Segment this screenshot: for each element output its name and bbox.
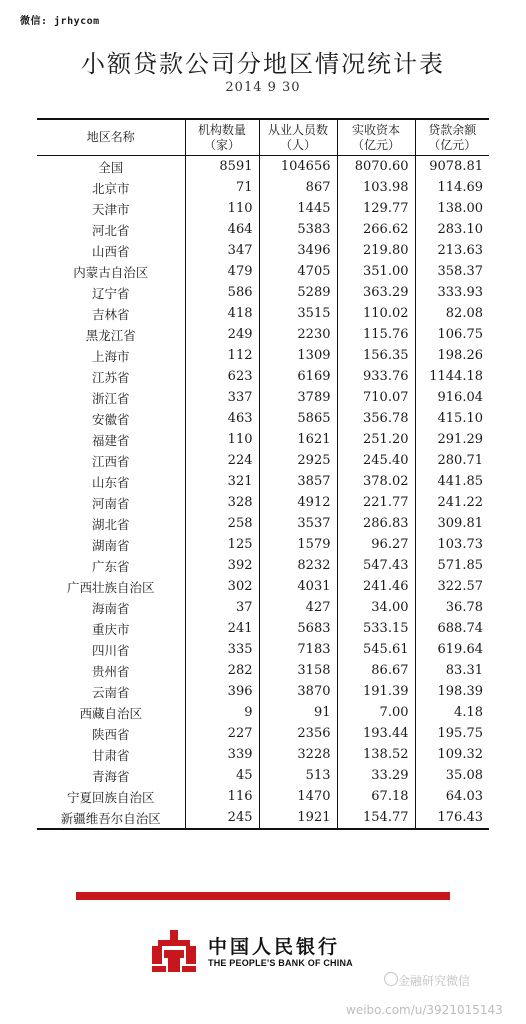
header-loan-balance: 贷款余额 （亿元） xyxy=(415,119,489,156)
table-row xyxy=(37,555,489,576)
table-row xyxy=(37,576,489,597)
cell-loan-balance: 309.81 xyxy=(415,513,489,534)
cell-paid-capital: 34.00 xyxy=(337,597,415,618)
cell-region: 江西省 xyxy=(91,453,130,469)
cell-paid-capital: 138.52 xyxy=(337,744,415,765)
cell-paid-capital: 547.43 xyxy=(337,555,415,576)
cell-region: 宁夏回族自治区 xyxy=(66,789,155,805)
cell-employees: 4031 xyxy=(259,576,337,597)
table-row xyxy=(37,261,489,282)
cell-region: 辽宁省 xyxy=(91,285,130,301)
cell-employees: 104656 xyxy=(259,156,337,178)
cell-paid-capital: 67.18 xyxy=(337,786,415,807)
cell-paid-capital: 251.20 xyxy=(337,429,415,450)
cell-institutions: 45 xyxy=(185,765,259,786)
table-row xyxy=(37,702,489,723)
cell-loan-balance: 213.63 xyxy=(415,240,489,261)
cell-institutions: 245 xyxy=(185,807,259,829)
cell-institutions: 623 xyxy=(185,366,259,387)
cell-institutions: 71 xyxy=(185,177,259,198)
cell-institutions: 110 xyxy=(185,198,259,219)
cell-loan-balance: 82.08 xyxy=(415,303,489,324)
cell-institutions: 396 xyxy=(185,681,259,702)
cell-employees: 1445 xyxy=(259,198,337,219)
cell-employees: 5683 xyxy=(259,618,337,639)
cell-region: 河南省 xyxy=(91,495,130,511)
pboc-logo xyxy=(150,930,380,975)
header-region: 地区名称 xyxy=(37,119,185,156)
table-row xyxy=(37,450,489,471)
table-row xyxy=(37,660,489,681)
cell-employees: 7183 xyxy=(259,639,337,660)
table-row xyxy=(37,303,489,324)
cell-loan-balance: 64.03 xyxy=(415,786,489,807)
cell-loan-balance: 195.75 xyxy=(415,723,489,744)
cell-region: 福建省 xyxy=(91,432,130,448)
cell-loan-balance: 322.57 xyxy=(415,576,489,597)
cell-loan-balance: 4.18 xyxy=(415,702,489,723)
cell-employees: 3496 xyxy=(259,240,337,261)
cell-paid-capital: 219.80 xyxy=(337,240,415,261)
cell-institutions: 337 xyxy=(185,387,259,408)
cell-loan-balance: 114.69 xyxy=(415,177,489,198)
cell-institutions: 224 xyxy=(185,450,259,471)
cell-region: 重庆市 xyxy=(91,621,130,637)
watermark-url: weibo.com/u/3921015143 xyxy=(346,1003,503,1017)
cell-loan-balance: 291.29 xyxy=(415,429,489,450)
report-date: 2014 9 30 xyxy=(225,80,301,95)
cell-institutions: 479 xyxy=(185,261,259,282)
watermark-name: 金融研究微信 xyxy=(398,974,471,988)
cell-region: 海南省 xyxy=(91,600,130,616)
cell-region: 吉林省 xyxy=(91,306,130,322)
table-row xyxy=(37,324,489,345)
cell-employees: 3857 xyxy=(259,471,337,492)
cell-paid-capital: 363.29 xyxy=(337,282,415,303)
cell-loan-balance: 571.85 xyxy=(415,555,489,576)
cell-loan-balance: 83.31 xyxy=(415,660,489,681)
cell-employees: 513 xyxy=(259,765,337,786)
table-row xyxy=(37,807,489,829)
cell-loan-balance: 9078.81 xyxy=(415,156,489,178)
cell-loan-balance: 36.78 xyxy=(415,597,489,618)
cell-loan-balance: 109.32 xyxy=(415,744,489,765)
logo-english-name: THE PEOPLE'S BANK OF CHINA xyxy=(208,958,353,968)
cell-loan-balance: 333.93 xyxy=(415,282,489,303)
statistics-table xyxy=(37,118,489,830)
cell-employees: 3870 xyxy=(259,681,337,702)
cell-paid-capital: 245.40 xyxy=(337,450,415,471)
table-row xyxy=(37,198,489,219)
table-row xyxy=(37,492,489,513)
cell-employees: 8232 xyxy=(259,555,337,576)
cell-paid-capital: 710.07 xyxy=(337,387,415,408)
cell-region: 湖南省 xyxy=(91,537,130,553)
cell-institutions: 110 xyxy=(185,429,259,450)
table-row xyxy=(37,513,489,534)
cell-employees: 5865 xyxy=(259,408,337,429)
cell-region: 甘肃省 xyxy=(91,747,130,763)
cell-institutions: 258 xyxy=(185,513,259,534)
cell-loan-balance: 241.22 xyxy=(415,492,489,513)
cell-paid-capital: 86.67 xyxy=(337,660,415,681)
cell-employees: 3515 xyxy=(259,303,337,324)
table-row xyxy=(37,366,489,387)
cell-institutions: 335 xyxy=(185,639,259,660)
cell-region: 陕西省 xyxy=(91,726,130,742)
cell-employees: 5289 xyxy=(259,282,337,303)
cell-employees: 3537 xyxy=(259,513,337,534)
table-row xyxy=(37,786,489,807)
cell-institutions: 116 xyxy=(185,786,259,807)
cell-loan-balance: 283.10 xyxy=(415,219,489,240)
table-row xyxy=(37,387,489,408)
cell-institutions: 463 xyxy=(185,408,259,429)
cell-region: 天津市 xyxy=(91,201,130,217)
cell-paid-capital: 193.44 xyxy=(337,723,415,744)
cell-paid-capital: 154.77 xyxy=(337,807,415,829)
cell-region: 青海省 xyxy=(91,768,130,784)
cell-paid-capital: 33.29 xyxy=(337,765,415,786)
cell-loan-balance: 916.04 xyxy=(415,387,489,408)
logo-chinese-name: 中国人民银行 xyxy=(208,936,341,958)
cell-paid-capital: 356.78 xyxy=(337,408,415,429)
table-row xyxy=(37,471,489,492)
cell-paid-capital: 110.02 xyxy=(337,303,415,324)
cell-region: 山东省 xyxy=(91,474,130,490)
cell-employees: 2925 xyxy=(259,450,337,471)
cell-paid-capital: 103.98 xyxy=(337,177,415,198)
weibo-icon xyxy=(384,972,398,986)
table-row xyxy=(37,534,489,555)
cell-paid-capital: 156.35 xyxy=(337,345,415,366)
cell-paid-capital: 266.62 xyxy=(337,219,415,240)
cell-region: 云南省 xyxy=(91,684,130,700)
cell-institutions: 339 xyxy=(185,744,259,765)
cell-paid-capital: 96.27 xyxy=(337,534,415,555)
cell-loan-balance: 198.26 xyxy=(415,345,489,366)
table-row xyxy=(37,177,489,198)
cell-region: 黑龙江省 xyxy=(85,327,136,343)
cell-employees: 2230 xyxy=(259,324,337,345)
cell-loan-balance: 1144.18 xyxy=(415,366,489,387)
cell-institutions: 249 xyxy=(185,324,259,345)
cell-region: 山西省 xyxy=(91,243,130,259)
cell-institutions: 125 xyxy=(185,534,259,555)
cell-loan-balance: 103.73 xyxy=(415,534,489,555)
table-row xyxy=(37,723,489,744)
table-header-row xyxy=(37,119,489,156)
red-divider xyxy=(76,892,450,900)
cell-employees: 1921 xyxy=(259,807,337,829)
cell-institutions: 418 xyxy=(185,303,259,324)
cell-employees: 1579 xyxy=(259,534,337,555)
table-row xyxy=(37,219,489,240)
cell-paid-capital: 8070.60 xyxy=(337,156,415,178)
cell-institutions: 8591 xyxy=(185,156,259,178)
cell-region: 新疆维吾尔自治区 xyxy=(60,810,161,826)
header-institutions: 机构数量 （家） xyxy=(185,119,259,156)
cell-employees: 3789 xyxy=(259,387,337,408)
cell-employees: 1621 xyxy=(259,429,337,450)
wechat-id: 微信: jrhycom xyxy=(20,16,100,27)
cell-paid-capital: 533.15 xyxy=(337,618,415,639)
table-row xyxy=(37,429,489,450)
cell-institutions: 328 xyxy=(185,492,259,513)
cell-region: 广东省 xyxy=(91,558,130,574)
cell-employees: 6169 xyxy=(259,366,337,387)
cell-employees: 4705 xyxy=(259,261,337,282)
cell-loan-balance: 138.00 xyxy=(415,198,489,219)
pboc-logo-icon xyxy=(150,930,198,974)
table-row xyxy=(37,681,489,702)
table-row xyxy=(37,408,489,429)
cell-region: 广西壮族自治区 xyxy=(66,579,155,595)
header-employees: 从业人员数 （人） xyxy=(259,119,337,156)
cell-loan-balance: 688.74 xyxy=(415,618,489,639)
cell-loan-balance: 358.37 xyxy=(415,261,489,282)
cell-region: 贵州省 xyxy=(91,663,130,679)
cell-region: 西藏自治区 xyxy=(79,705,142,721)
cell-paid-capital: 129.77 xyxy=(337,198,415,219)
table-row xyxy=(37,240,489,261)
cell-paid-capital: 241.46 xyxy=(337,576,415,597)
cell-paid-capital: 7.00 xyxy=(337,702,415,723)
table-row xyxy=(37,156,489,178)
header-paid-capital: 实收资本 （亿元） xyxy=(337,119,415,156)
cell-loan-balance: 176.43 xyxy=(415,807,489,829)
cell-paid-capital: 286.83 xyxy=(337,513,415,534)
cell-region: 湖北省 xyxy=(91,516,130,532)
cell-employees: 3158 xyxy=(259,660,337,681)
table-row xyxy=(37,597,489,618)
table-row xyxy=(37,345,489,366)
cell-paid-capital: 351.00 xyxy=(337,261,415,282)
cell-institutions: 282 xyxy=(185,660,259,681)
cell-loan-balance: 198.39 xyxy=(415,681,489,702)
cell-institutions: 9 xyxy=(185,702,259,723)
cell-institutions: 302 xyxy=(185,576,259,597)
cell-region: 北京市 xyxy=(91,180,130,196)
table-row xyxy=(37,744,489,765)
cell-employees: 427 xyxy=(259,597,337,618)
cell-paid-capital: 221.77 xyxy=(337,492,415,513)
cell-region: 安徽省 xyxy=(91,411,130,427)
cell-paid-capital: 191.39 xyxy=(337,681,415,702)
cell-region: 河北省 xyxy=(91,222,130,238)
cell-loan-balance: 106.75 xyxy=(415,324,489,345)
cell-institutions: 464 xyxy=(185,219,259,240)
cell-institutions: 347 xyxy=(185,240,259,261)
cell-loan-balance: 280.71 xyxy=(415,450,489,471)
table-row xyxy=(37,282,489,303)
cell-institutions: 241 xyxy=(185,618,259,639)
cell-region: 四川省 xyxy=(91,642,130,658)
cell-loan-balance: 619.64 xyxy=(415,639,489,660)
cell-institutions: 227 xyxy=(185,723,259,744)
page-title: 小额贷款公司分地区情况统计表 xyxy=(81,50,445,78)
cell-region: 江苏省 xyxy=(91,369,130,385)
cell-paid-capital: 545.61 xyxy=(337,639,415,660)
cell-employees: 4912 xyxy=(259,492,337,513)
table-row xyxy=(37,765,489,786)
cell-employees: 1470 xyxy=(259,786,337,807)
cell-loan-balance: 35.08 xyxy=(415,765,489,786)
cell-institutions: 37 xyxy=(185,597,259,618)
table-row xyxy=(37,639,489,660)
table-row xyxy=(37,618,489,639)
cell-employees: 5383 xyxy=(259,219,337,240)
cell-institutions: 321 xyxy=(185,471,259,492)
cell-loan-balance: 415.10 xyxy=(415,408,489,429)
cell-employees: 867 xyxy=(259,177,337,198)
cell-paid-capital: 933.76 xyxy=(337,366,415,387)
cell-paid-capital: 378.02 xyxy=(337,471,415,492)
cell-institutions: 586 xyxy=(185,282,259,303)
cell-region: 上海市 xyxy=(91,348,130,364)
cell-employees: 3228 xyxy=(259,744,337,765)
cell-loan-balance: 441.85 xyxy=(415,471,489,492)
cell-region: 浙江省 xyxy=(91,390,130,406)
cell-region: 全国 xyxy=(98,159,124,175)
cell-employees: 91 xyxy=(259,702,337,723)
cell-employees: 1309 xyxy=(259,345,337,366)
cell-employees: 2356 xyxy=(259,723,337,744)
cell-region: 内蒙古自治区 xyxy=(73,264,149,280)
cell-institutions: 392 xyxy=(185,555,259,576)
cell-paid-capital: 115.76 xyxy=(337,324,415,345)
cell-institutions: 112 xyxy=(185,345,259,366)
